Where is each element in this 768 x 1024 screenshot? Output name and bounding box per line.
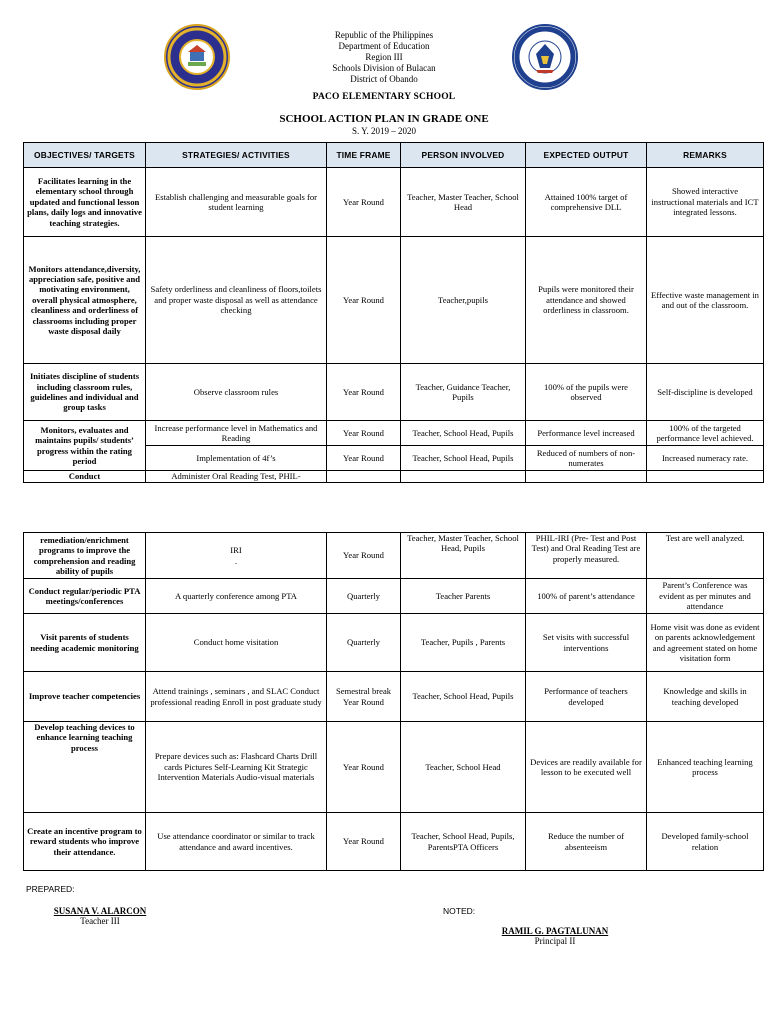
cell-output: Devices are readily available for lesson to be executed well xyxy=(526,722,647,813)
cell-objective: Monitors attendance,diversity, appreciation safe, positive and motivating environment, overall physical atmosphere, cleanliness and orderliness of classrooms including proper waste disposal daily xyxy=(24,237,146,364)
cell-output xyxy=(526,471,647,483)
page-title: SCHOOL ACTION PLAN IN GRADE ONE xyxy=(279,113,489,125)
table-row xyxy=(24,237,764,364)
school-seal-icon xyxy=(166,26,228,88)
cell-time-frame: Quarterly xyxy=(327,579,401,614)
col-header-strategies: STRATEGIES/ ACTIVITIES xyxy=(146,143,327,168)
noted-title: Principal II xyxy=(534,936,576,946)
table-row xyxy=(24,471,764,483)
school-name: PACO ELEMENTARY SCHOOL xyxy=(312,92,456,102)
header-line: District of Obando xyxy=(350,74,418,84)
prepared-name: SUSANA V. ALARCON xyxy=(53,906,147,916)
header-line: Region III xyxy=(365,52,403,62)
cell-remarks xyxy=(647,471,764,483)
cell-strategy: Use attendance coordinator or similar to track attendance and award incentives. xyxy=(146,813,327,871)
cell-remarks: Effective waste management in and out of the classroom. xyxy=(647,237,764,364)
cell-output: Performance of teachers developed xyxy=(526,672,647,722)
table-row xyxy=(24,168,764,237)
table-row xyxy=(24,364,764,421)
cell-objective: Facilitates learning in the elementary school through updated and functional lesson plans, daily logs and innovative teaching strategies. xyxy=(24,168,146,237)
cell-person: Teacher, School Head, Pupils xyxy=(401,672,526,722)
table-row xyxy=(24,614,764,672)
cell-person xyxy=(401,471,526,483)
cell-time-frame: Year Round xyxy=(327,533,401,579)
cell-strategy: Increase performance level in Mathematics and Reading xyxy=(146,421,327,446)
cell-time-frame: Year Round xyxy=(327,168,401,237)
cell-person: Teacher,pupils xyxy=(401,237,526,364)
col-header-remarks: REMARKS xyxy=(647,143,764,168)
cell-time-frame xyxy=(327,471,401,483)
cell-strategy: Safety orderliness and cleanliness of floors,toilets and proper waste disposal as well as attendance checking xyxy=(146,237,327,364)
cell-output: 100% of parent’s attendance xyxy=(526,579,647,614)
header-line: Schools Division of Bulacan xyxy=(332,63,436,73)
table-row xyxy=(24,421,764,446)
cell-objective: Improve teacher competencies xyxy=(24,672,146,722)
cell-time-frame: Year Round xyxy=(327,722,401,813)
cell-remarks: Showed interactive instructional materials and ICT integrated lessons. xyxy=(647,168,764,237)
cell-output: Attained 100% target of comprehensive DLL xyxy=(526,168,647,237)
cell-output: Pupils were monitored their attendance and showed orderliness in classroom. xyxy=(526,237,647,364)
col-header-person: PERSON INVOLVED xyxy=(401,143,526,168)
cell-strategy xyxy=(146,533,327,579)
col-header-output: EXPECTED OUTPUT xyxy=(526,143,647,168)
cell-time-frame: Semestral break Year Round xyxy=(327,672,401,722)
cell-output: Reduce the number of absenteeism xyxy=(526,813,647,871)
cell-person: Teacher, Guidance Teacher, Pupils xyxy=(401,364,526,421)
cell-strategy: Observe classroom rules xyxy=(146,364,327,421)
prepared-title: Teacher III xyxy=(80,916,120,926)
cell-remarks: Parent’s Conference was evident as per minutes and attendance xyxy=(647,579,764,614)
cell-remarks: Self-discipline is developed xyxy=(647,364,764,421)
cell-objective: Visit parents of students needing academic monitoring xyxy=(24,614,146,672)
cell-objective: remediation/enrichment programs to improve the comprehension and reading ability of pupils xyxy=(24,533,146,579)
cell-strategy-text: IRI xyxy=(230,545,242,556)
table-row xyxy=(24,672,764,722)
cell-strategy: Attend trainings , seminars , and SLAC Conduct professional reading Enroll in post graduate study xyxy=(146,672,327,722)
cell-output: Set visits with successful interventions xyxy=(526,614,647,672)
cell-remarks: Home visit was done as evident on parents acknowledgement and agreement stated on home visitation form xyxy=(647,614,764,672)
noted-label: NOTED: xyxy=(443,906,476,916)
cell-output: Performance level increased xyxy=(526,421,647,446)
cell-strategy: Administer Oral Reading Test, PHIL- xyxy=(146,471,327,483)
table-header-row xyxy=(24,143,764,168)
cell-time-frame: Year Round xyxy=(327,813,401,871)
cell-person: Teacher, School Head xyxy=(401,722,526,813)
cell-objective: Conduct xyxy=(24,471,146,483)
cell-remarks: Knowledge and skills in teaching developed xyxy=(647,672,764,722)
table-row xyxy=(24,722,764,813)
school-seal-logo xyxy=(164,24,230,90)
noted-name: RAMIL G. PAGTALUNAN xyxy=(501,926,609,936)
cell-time-frame: Year Round xyxy=(327,421,401,446)
cell-time-frame: Year Round xyxy=(327,364,401,421)
cell-strategy: A quarterly conference among PTA xyxy=(146,579,327,614)
action-plan-table-2 xyxy=(23,532,764,871)
cell-objective: Develop teaching devices to enhance learning teaching process xyxy=(24,722,146,813)
header-block xyxy=(284,30,484,85)
table-row xyxy=(24,579,764,614)
cell-strategy: Implementation of 4f’s xyxy=(146,446,327,471)
cell-person: Teacher Parents xyxy=(401,579,526,614)
cell-person: Teacher, School Head, Pupils xyxy=(401,421,526,446)
deped-seal-icon xyxy=(514,26,576,88)
cell-person: Teacher, School Head, Pupils xyxy=(401,446,526,471)
col-header-objectives: OBJECTIVES/ TARGETS xyxy=(24,143,146,168)
cell-remarks: Test are well analyzed. xyxy=(647,533,764,579)
cell-person: Teacher, School Head, Pupils, ParentsPTA Officers xyxy=(401,813,526,871)
cell-objective: Create an incentive program to reward students who improve their attendance. xyxy=(24,813,146,871)
table-row xyxy=(24,533,764,579)
cell-objective: Initiates discipline of students including classroom rules, guidelines and individual and group tasks xyxy=(24,364,146,421)
cell-remarks: Developed family-school relation xyxy=(647,813,764,871)
prepared-label: PREPARED: xyxy=(26,884,75,894)
header-line: Republic of the Philippines xyxy=(334,30,434,40)
cell-output: PHIL-IRI (Pre- Test and Post Test) and Oral Reading Test are properly measured. xyxy=(526,533,647,579)
prepared-signature xyxy=(40,906,160,926)
action-plan-table-1 xyxy=(23,142,764,483)
cell-time-frame: Year Round xyxy=(327,237,401,364)
header-line: Department of Education xyxy=(338,41,430,51)
cell-strategy-dot: . xyxy=(234,555,238,566)
col-header-time-frame: TIME FRAME xyxy=(327,143,401,168)
cell-output: Reduced of numbers of non-numerates xyxy=(526,446,647,471)
deped-seal-logo xyxy=(512,24,578,90)
cell-remarks: 100% of the targeted performance level achieved. xyxy=(647,421,764,446)
cell-time-frame: Year Round xyxy=(327,446,401,471)
cell-strategy: Establish challenging and measurable goals for student learning xyxy=(146,168,327,237)
table-row xyxy=(24,813,764,871)
cell-output: 100% of the pupils were observed xyxy=(526,364,647,421)
cell-person: Teacher, Pupils , Parents xyxy=(401,614,526,672)
noted-signature xyxy=(490,926,620,946)
school-year: S. Y. 2019 – 2020 xyxy=(351,126,416,136)
cell-time-frame: Quarterly xyxy=(327,614,401,672)
cell-objective: Monitors, evaluates and maintains pupils/ students’ progress within the rating period xyxy=(24,421,146,471)
cell-remarks: Enhanced teaching learning process xyxy=(647,722,764,813)
cell-strategy: Conduct home visitation xyxy=(146,614,327,672)
cell-strategy: Prepare devices such as: Flashcard Charts Drill cards Pictures Self-Learning Kit Strategic Intervention Materials Audio-visual materials xyxy=(146,722,327,813)
cell-person: Teacher, Master Teacher, School Head xyxy=(401,168,526,237)
cell-remarks: Increased numeracy rate. xyxy=(647,446,764,471)
cell-person: Teacher, Master Teacher, School Head, Pupils xyxy=(401,533,526,579)
cell-objective: Conduct regular/periodic PTA meetings/conferences xyxy=(24,579,146,614)
